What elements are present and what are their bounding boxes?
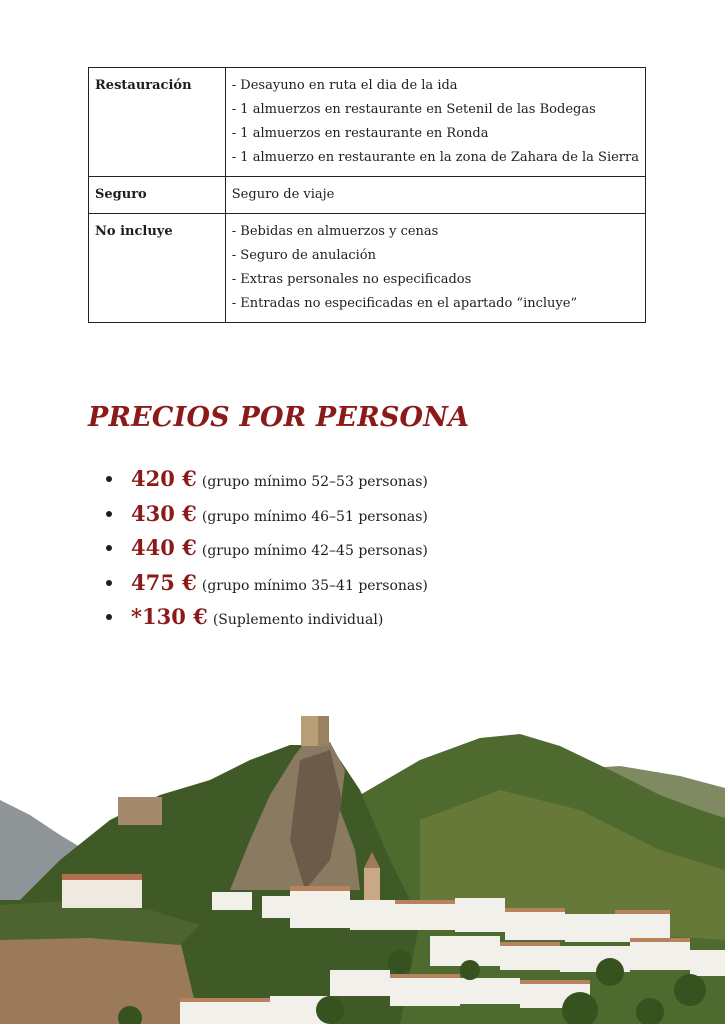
row-label: Seguro [89, 177, 226, 214]
bullet-icon [106, 511, 112, 517]
list-item: - 1 almuerzos en restaurante en Ronda [231, 126, 489, 141]
price-detail: (grupo mínimo 52–53 personas) [201, 474, 428, 490]
list-item: - Bebidas en almuerzos y cenas [231, 224, 439, 239]
ruin-building [118, 797, 162, 825]
list-item: - 1 almuerzos en restaurante en Setenil de las Bodegas [231, 102, 596, 117]
price-detail: (grupo mínimo 46–51 personas) [201, 508, 428, 525]
table-row-no-incluye [89, 214, 646, 323]
village-landscape-illustration [0, 700, 725, 1024]
convent-building [62, 878, 142, 908]
price-list [106, 462, 428, 635]
price-item [106, 462, 428, 497]
price-amount: 440 € [131, 535, 197, 560]
price-item [106, 600, 428, 635]
list-item: - Entradas no especificadas en el apartado “incluye” [231, 296, 578, 311]
row-items [225, 214, 645, 323]
price-item [106, 497, 428, 532]
price-item [106, 566, 428, 601]
table-row-seguro [89, 177, 646, 214]
price-amount: 420 € [131, 466, 197, 491]
prices-heading: PRECIOS POR PERSONA [88, 402, 470, 433]
price-amount: *130 € [131, 604, 208, 629]
price-amount: 475 € [131, 569, 197, 595]
price-detail: (grupo mínimo 35–41 personas) [201, 577, 428, 594]
row-items [225, 68, 645, 177]
bullet-icon [106, 614, 112, 620]
row-label: Restauración [89, 68, 226, 177]
list-item: - Seguro de anulación [231, 248, 376, 263]
bullet-icon [106, 545, 112, 551]
list-item: - 1 almuerzo en restaurante en la zona de Zahara de la Sierra [231, 150, 639, 165]
row-label: No incluye [89, 214, 226, 323]
bullet-icon [106, 476, 112, 482]
convent-roof [62, 874, 142, 880]
price-amount: 430 € [131, 500, 197, 526]
bullet-icon [106, 580, 112, 586]
price-detail: (Suplemento individual) [212, 612, 384, 628]
list-item: - Desayuno en ruta el dia de la ida [231, 78, 458, 93]
table-row-restauracion [89, 68, 646, 177]
list-item: Seguro de viaje [231, 187, 335, 202]
row-items [225, 177, 645, 214]
price-detail: (grupo mínimo 42–45 personas) [201, 543, 428, 559]
price-item [106, 531, 428, 566]
services-table [88, 67, 646, 323]
list-item: - Extras personales no especificados [231, 272, 472, 287]
castle-tower-shade [318, 716, 329, 746]
